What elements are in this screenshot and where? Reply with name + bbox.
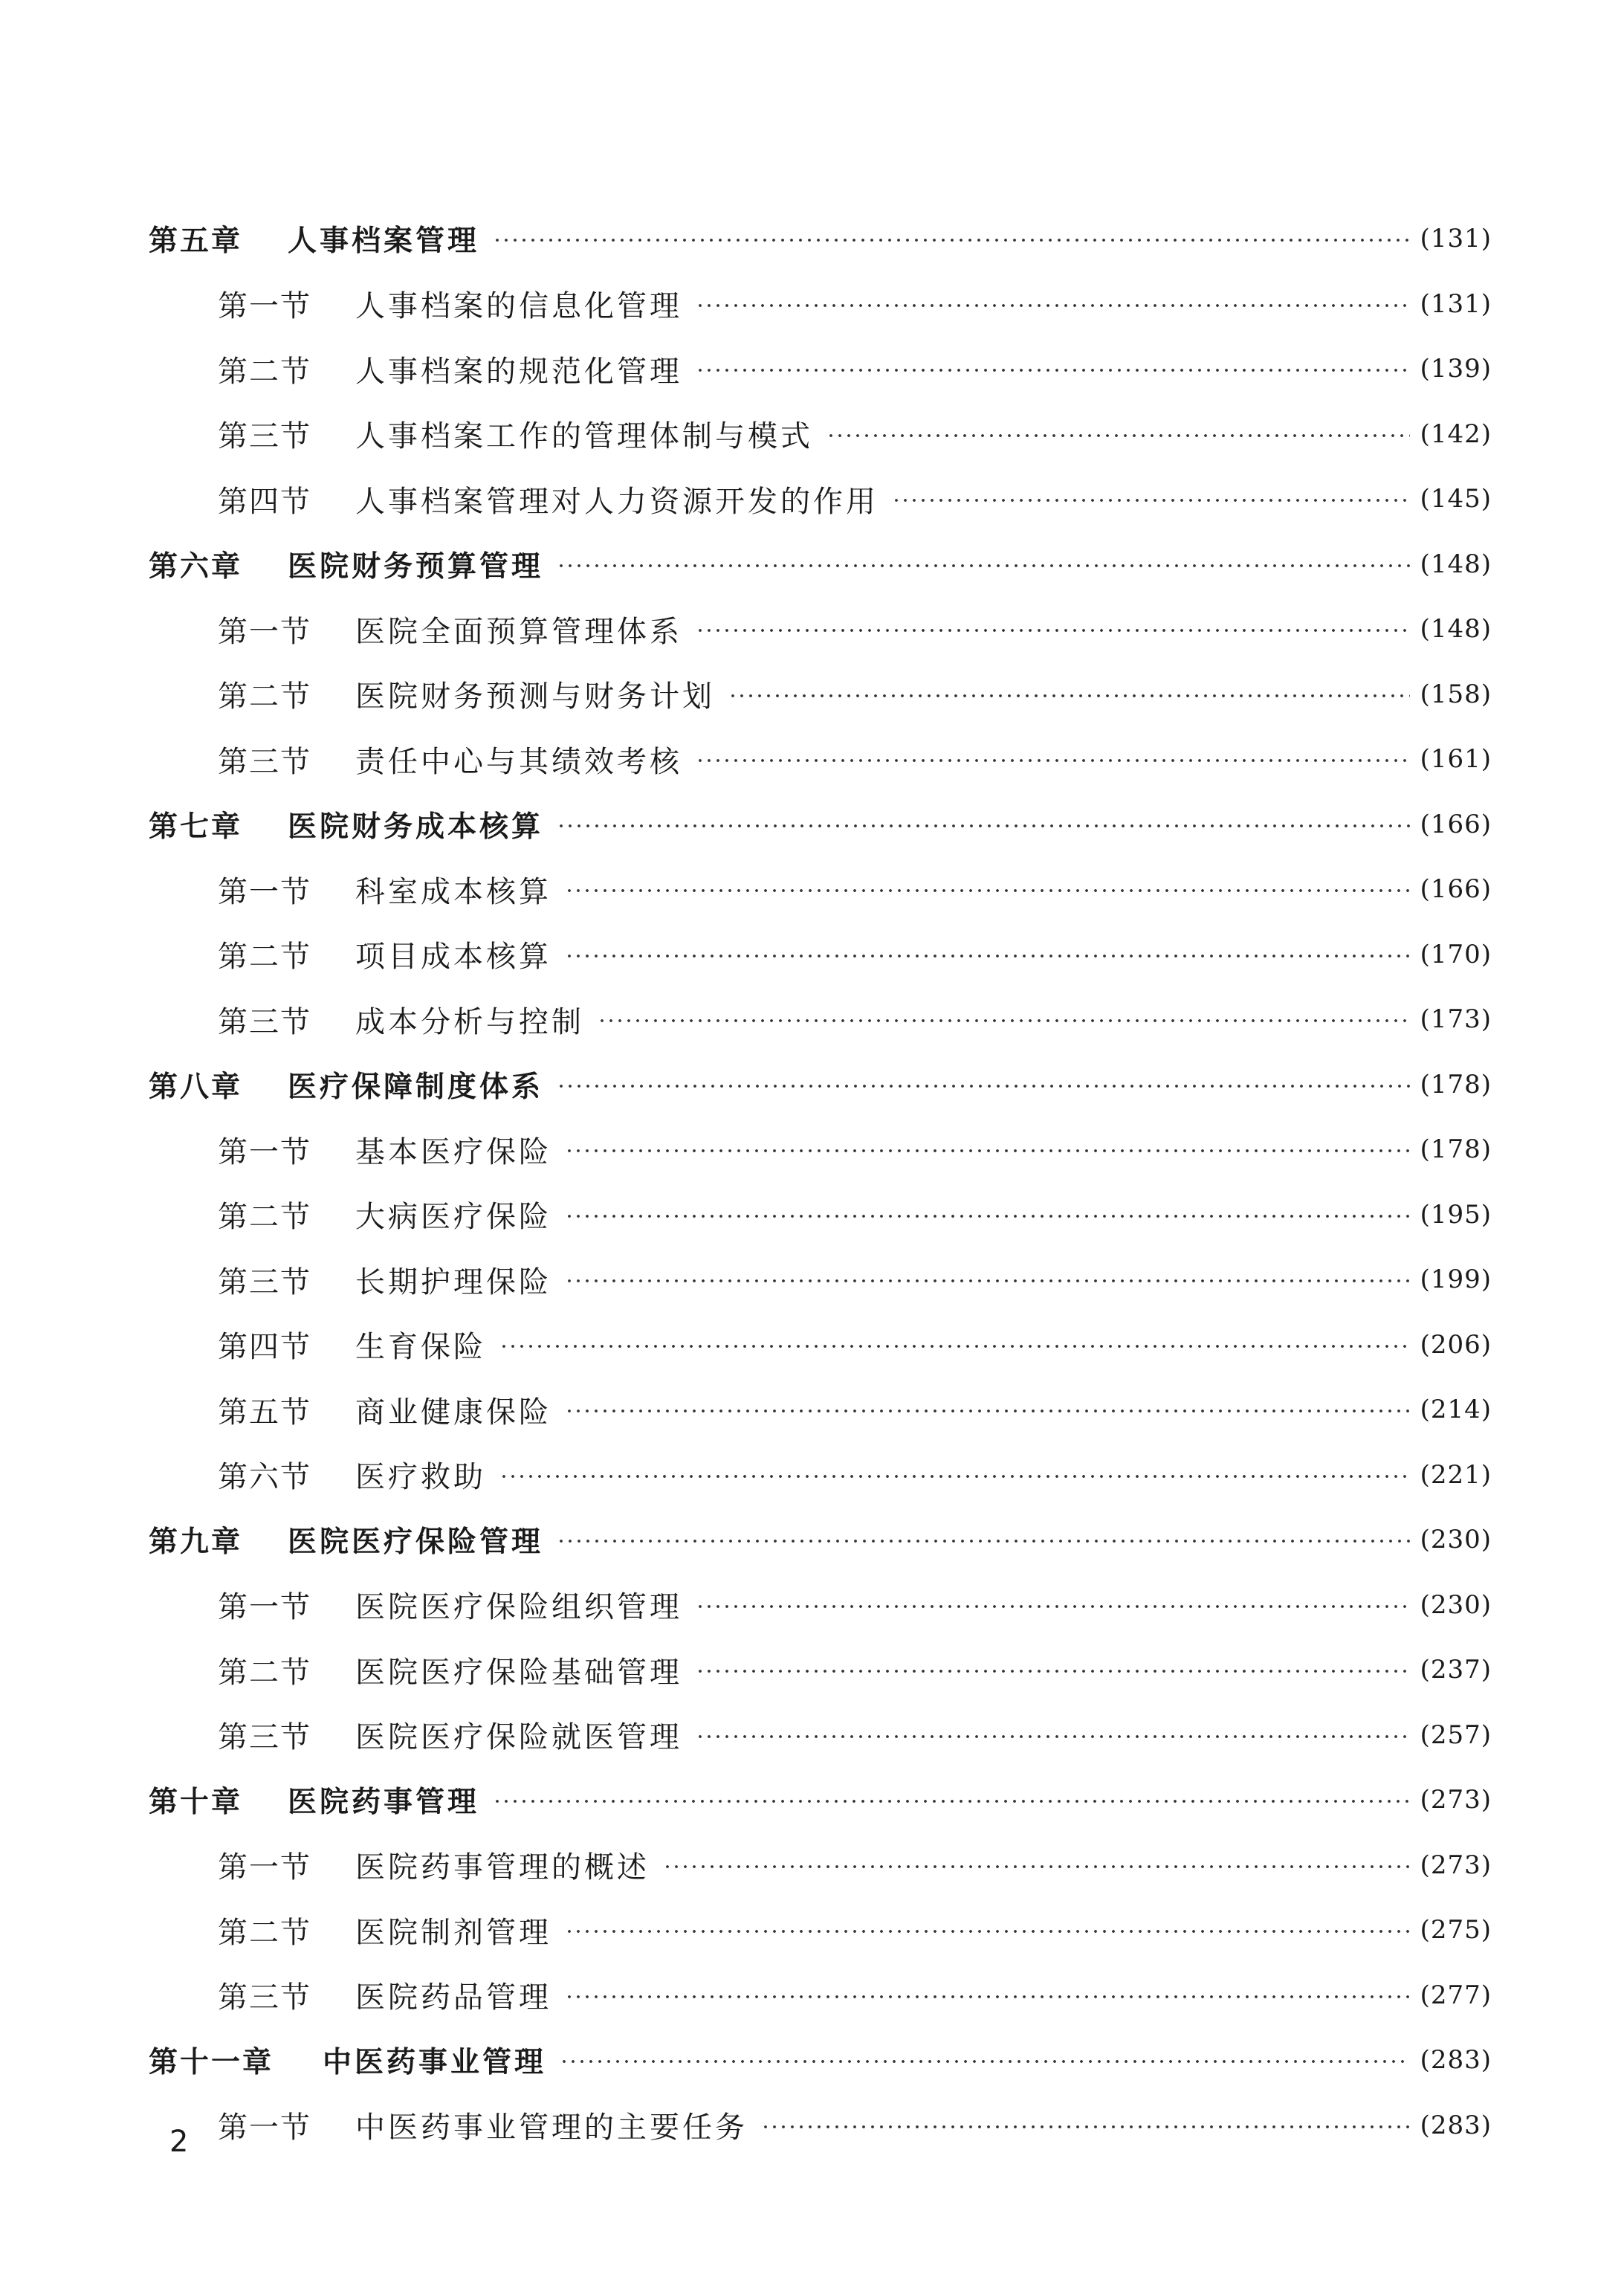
chapter-title: 医疗保障制度体系 [288,1070,544,1104]
section-title: 医院医疗保险基础管理 [355,1655,682,1690]
toc-section-row [0,1973,1624,2018]
toc-section-row [0,1908,1624,1952]
toc-chapter-row [0,2038,1624,2082]
section-number: 第四节 [218,484,311,519]
chapter-title: 医院财务预算管理 [288,549,544,584]
dot-leader [565,1408,1410,1414]
section-title: 长期护理保险 [355,1265,551,1299]
page-ref: (131) [1420,224,1492,254]
section-number: 第一节 [218,289,311,323]
dot-leader [696,367,1410,373]
section-title: 人事档案管理对人力资源开发的作用 [355,484,879,519]
toc-section-row [0,1323,1624,1367]
section-title: 责任中心与其绩效考核 [355,744,682,779]
page-number: 2 [169,2125,189,2159]
dot-leader [565,1994,1410,2000]
section-number: 第四节 [218,1330,311,1364]
chapter-number: 第六章 [149,549,243,584]
page-ref: (283) [1420,2110,1492,2140]
dot-leader [557,1083,1410,1089]
dot-leader [696,1734,1410,1740]
page-ref: (195) [1420,1199,1492,1230]
chapter-title: 医院医疗保险管理 [288,1525,544,1559]
chapter-number: 第七章 [149,810,243,844]
page-ref: (173) [1420,1004,1492,1034]
section-number: 第一节 [218,1134,311,1169]
section-number: 第二节 [218,354,311,389]
section-title: 人事档案工作的管理体制与模式 [355,419,813,453]
section-number: 第一节 [218,2111,311,2145]
section-number: 第二节 [218,940,311,974]
section-title: 项目成本核算 [355,940,551,974]
chapter-number: 第八章 [149,1070,243,1104]
dot-leader [565,1148,1410,1154]
section-title: 科室成本核算 [355,874,551,909]
chapter-number: 第十一章 [149,2046,274,2079]
dot-leader [565,1278,1410,1284]
toc-section-row [0,1647,1624,1692]
section-title: 医院药品管理 [355,1980,551,2015]
page-ref: (273) [1420,1785,1492,1815]
page-ref: (206) [1420,1329,1492,1360]
page-ref: (131) [1420,288,1492,319]
section-number: 第三节 [218,1004,311,1039]
toc-section-row [0,1453,1624,1497]
toc-chapter-row [0,1062,1624,1107]
page-ref: (148) [1420,614,1492,644]
dot-leader [728,693,1410,699]
page-ref: (161) [1420,744,1492,774]
dot-leader [696,758,1410,763]
section-number: 第一节 [218,614,311,649]
section-number: 第一节 [218,1850,311,1885]
toc-section-row [0,607,1624,651]
dot-leader [565,888,1410,894]
toc-chapter-row [0,1777,1624,1822]
dot-leader [557,1538,1410,1544]
page-ref: (178) [1420,1134,1492,1164]
section-number: 第三节 [218,1720,311,1754]
toc-section-row [0,672,1624,717]
section-number: 第三节 [218,419,311,453]
page-ref: (257) [1420,1719,1492,1750]
dot-leader [499,1343,1410,1349]
page-ref: (170) [1420,939,1492,969]
toc-section-row [0,1713,1624,1757]
dot-leader [598,1018,1410,1024]
toc-section-row [0,1843,1624,1888]
toc-chapter-row [0,542,1624,587]
section-number: 第二节 [218,679,311,714]
toc-chapter-row [0,802,1624,847]
page-ref: (139) [1420,354,1492,384]
dot-leader [892,497,1410,503]
toc-section-row [0,1387,1624,1432]
section-title: 医院制剂管理 [355,1915,551,1950]
page-ref: (237) [1420,1655,1492,1685]
section-number: 第五节 [218,1395,311,1430]
dot-leader [493,1798,1410,1804]
page-ref: (221) [1420,1459,1492,1490]
toc-section-row [0,932,1624,977]
dot-leader [499,1473,1410,1479]
dot-leader [696,627,1410,633]
page-ref: (148) [1420,549,1492,579]
section-title: 人事档案的规范化管理 [355,354,682,389]
page-ref: (230) [1420,1589,1492,1620]
toc-section-row [0,282,1624,326]
section-title: 商业健康保险 [355,1395,551,1430]
section-title: 医院药事管理的概述 [355,1850,650,1885]
toc-chapter-row [0,1517,1624,1562]
page-ref: (230) [1420,1525,1492,1554]
chapter-number: 第九章 [149,1525,243,1559]
chapter-number: 第十章 [149,1786,243,1819]
toc-chapter-row [0,216,1624,261]
dot-leader [696,303,1410,309]
page-ref: (283) [1420,2045,1492,2075]
dot-leader [696,1604,1410,1609]
section-title: 医院医疗保险就医管理 [355,1720,682,1754]
dot-leader [696,1668,1410,1674]
section-number: 第一节 [218,1590,311,1624]
page-ref: (214) [1420,1395,1492,1424]
chapter-number: 第五章 [149,225,243,258]
page-ref: (275) [1420,1915,1492,1945]
page-ref: (166) [1420,809,1492,839]
page-ref: (158) [1420,679,1492,709]
section-title: 医院医疗保险组织管理 [355,1590,682,1624]
toc-section-row [0,1257,1624,1302]
section-number: 第二节 [218,1655,311,1690]
dot-leader [557,563,1410,569]
section-number: 第三节 [218,1980,311,2015]
dot-leader [493,237,1410,243]
page-ref: (145) [1420,484,1492,514]
toc-section-row [0,1127,1624,1172]
dot-leader [663,1864,1410,1870]
toc-section-row [0,2103,1624,2148]
section-number: 第三节 [218,744,311,779]
dot-leader [560,2058,1410,2064]
dot-leader [761,2124,1410,2130]
toc-section-row [0,867,1624,911]
chapter-title: 中医药事业管理 [323,2046,547,2079]
toc-section-row [0,1583,1624,1627]
section-number: 第一节 [218,874,311,909]
dot-leader [826,433,1410,439]
page-ref: (166) [1420,874,1492,904]
section-title: 生育保险 [355,1330,486,1364]
section-title: 成本分析与控制 [355,1004,584,1039]
section-title: 基本医疗保险 [355,1134,551,1169]
chapter-title: 医院财务成本核算 [288,810,544,844]
toc-section-row [0,346,1624,391]
section-number: 第六节 [218,1460,311,1494]
toc-section-row [0,997,1624,1042]
section-number: 第三节 [218,1265,311,1299]
dot-leader [565,953,1410,959]
section-title: 人事档案的信息化管理 [355,289,682,323]
toc-section-row [0,412,1624,456]
page-ref: (273) [1420,1850,1492,1880]
page-ref: (178) [1420,1069,1492,1099]
section-title: 医疗救助 [355,1460,486,1494]
section-title: 医院财务预测与财务计划 [355,679,715,714]
dot-leader [565,1213,1410,1219]
section-title: 医院全面预算管理体系 [355,614,682,649]
toc-section-row [0,1192,1624,1237]
page-ref: (199) [1420,1265,1492,1294]
toc-section-row [0,737,1624,781]
section-number: 第二节 [218,1200,311,1234]
toc-section-row [0,477,1624,521]
section-number: 第二节 [218,1915,311,1950]
page-ref: (142) [1420,419,1492,449]
dot-leader [565,1928,1410,1934]
section-title: 中医药事业管理的主要任务 [355,2111,748,2145]
page-ref: (277) [1420,1980,1492,2010]
section-title: 大病医疗保险 [355,1200,551,1234]
chapter-title: 医院药事管理 [288,1786,480,1819]
chapter-title: 人事档案管理 [288,225,480,258]
dot-leader [557,823,1410,829]
